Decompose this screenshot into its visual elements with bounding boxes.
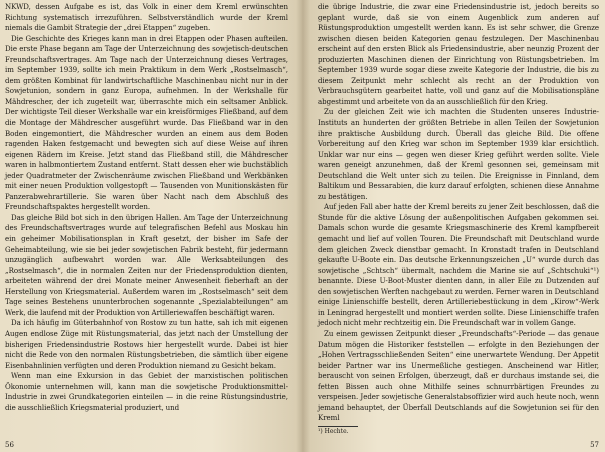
paragraph: NKWD, dessen Aufgabe es ist, das Volk in einer dem Kreml erwünschten Richtung systematisch irrezuführen. Selbstverständlich wurde der Kreml niemals die Gambit Strategie der „drei Etappen“ zugeben. (5, 2, 288, 33)
footnote-divider (318, 426, 358, 427)
footnote: ¹) Hechte. (318, 427, 349, 435)
right-page-text (318, 2, 599, 424)
right-page (302, 0, 605, 452)
paragraph: Wenn man eine Exkursion in das Gebiet der marxistischen politischen Ökonomie unternehmen will, kann man die sowjetische Produktionsmittel-Industrie in zwei Grundkategorien einteilen — in die reine Rüstungsindustrie, die ausschließlich Kriegsmaterial produziert, und (5, 371, 288, 412)
page-number-right: 57 (590, 441, 599, 449)
paragraph: Zu einem gewissen Zeitpunkt dieser „Freundschafts“-Periode — das genaue Datum mögen die Historiker feststellen — erfolgte in den Beziehungen der „Hohen Vertragsschließenden Seiten“ eine unerwartete Wendung. Der Appetit beider Partner war ins Unermeßliche gestiegen. Anscheinend war Hitler, berauscht von seinen Erfolgen, überzeugt, daß er durchaus imstande sei, die fetten Bissen auch ohne Mithilfe seines schnurrbärtigen Freundes zu verspeisen. Jeder sowjetische Generalstabsoffizier wird auch heute noch, wenn jemand behauptet, der Überfall Deutschlands auf die Sowjetunion sei für den Kreml (318, 328, 599, 423)
left-page (0, 0, 302, 452)
paragraph: Zu der gleichen Zeit wie ich machten die Studenten unseres Industrie-Instituts an hunderten der größten Betriebe in allen Teilen der Sowjetunion ihre praktische Ausbildung durch. Überall das gleiche Bild. Die offene Vorbereitung auf den Krieg war schon im September 1939 klar ersichtlich. Unklar war nur eins — gegen wen dieser Krieg geführt werden sollte. Viele waren geneigt anzunehmen, daß der Kreml gesonnen sei, gemeinsam mit Deutschland die Welt unter sich zu teilen. Die Ereignisse in Finnland, dem Baltikum und Bessarabien, die kurz darauf erfolgten, schienen diese Annahme zu bestätigen. (318, 107, 599, 201)
paragraph: Da ich häufig im Güterbahnhof von Rostow zu tun hatte, sah ich mit eigenen Augen endlose Züge mit Rüstungsmaterial, das jetzt nach der Umstellung der bisherigen Friedensindustrie Rostows hier hergestellt wurde. Dabei ist hier nicht die Rede von den normalen Rüstungsbetrieben, die sämtlich über eigene Eisenbahnlinien verfügten und deren Produktion niemand zu Gesicht bekam. (5, 318, 288, 370)
page-number-left: 56 (5, 441, 14, 449)
paragraph: Auf jeden Fall aber hatte der Kreml bereits zu jener Zeit beschlossen, daß die Stunde für die aktive Lösung der außenpolitischen Aufgaben gekommen sei. Damals schon wurde die gesamte Kriegsmaschinerie des Kreml kampfbereit gemacht und lief auf vollen Touren. Die Freundschaft mit Deutschland wurde dem gleichen Zweck dienstbar gemacht. In Kronstadt trafen in Deutschland gekaufte U-Boote ein. Das deutsche Erkennungszeichen „U“ wurde durch das sowjetische „Schtsch“ übermalt, nachdem die Marine sie auf „Schtschuki“¹) benannte. Diese U-Boot-Muster dienten dann, in aller Eile zu Dutzenden auf den sowjetischen Werften nachgebaut zu werden. Ferner waren in Deutschland einige Linienschiffe bestellt, deren Artilleriebestückung in dem „Kirow“-Werk in Leningrad hergestellt und montiert werden sollte. Diese Linienschiffe trafen jedoch nicht mehr rechtzeitig ein. Die Freundschaft war in vollem Gange. (318, 202, 599, 328)
paragraph: Das gleiche Bild bot sich in den übrigen Hallen. Am Tage der Unterzeichnung des Freundschaftsvertrages wurde auf telegrafischen Befehl aus Moskau hin ein geheimer Mobilisationsplan in Kraft gesetzt, der bisher im Safe der Geheimabteilung, wie sie bei jeder sowjetischen Fabrik besteht, für jedermann unzugänglich aufbewahrt worden war. Alle Werksabteilungen des „Rostselmasch“, die in normalen Zeiten nur der Friedensproduktion dienten, arbeiteten während der drei Monate meiner Anwesenheit fieberhaft an der Herstellung von Kriegsmaterial. Außerdem waren im „Rostselmasch“ seit dem Tage seines Bestehens ununterbrochen sogenannte „Spezialabteilungen“ am Werk, die laufend mit der Produktion von Artilleriewaffen beschäftigt waren. (5, 212, 288, 317)
left-page-text (5, 2, 288, 413)
paragraph: Die Geschichte des Krieges kann man in drei Etappen oder Phasen aufteilen. Die erste Phase begann am Tage der Unterzeichnung des sowjetisch-deutschen Freundschaftsvertrages. Am Tage nach der Unterzeichnung dieses Vertrages, im September 1939, sollte ich mein Praktikum in dem Werk „Rostselmasch“, dem größten Kombinat für landwirtschaftliche Maschinenbau nicht nur in der Sowjetunion, sondern in ganz Europa, aufnehmen. In der Werkshalle für Mähdrescher, der ich zugeteilt war, überraschte mich ein seltsamer Anblick. Der wichtigste Teil dieser Werkshalle war ein kreisförmiges Fließband, auf dem die Montage der Mähdrescher ausgeführt wurde. Das Fließband war in den Boden eingemontiert, die Mähdrescher wurden an einem aus dem Boden ragenden Haken festgemacht und bewegten sich auf diese Weise auf ihren eigenen Rädern im Kreise. Jetzt stand das Fließband still, die Mähdrescher waren in halbmontiertem Zustand entfernt. Statt dessen eher wie buchstäblich jeder Quadratmeter der Zwischenräume zwischen Fließband und Werkbänken mit einer neuen Produktion vollgestopft — Tausenden von Munitionskästen für Panzerabwehrartillerie. Sie waren über Nacht nach dem Abschluß des Freundschaftspaktes hergestellt worden. (5, 33, 288, 212)
paragraph: die übrige Industrie, die zwar eine Friedensindustrie ist, jedoch bereits so geplant wurde, daß sie von einem Augenblick zum anderen auf Rüstungsproduktion umgestellt werden kann. Es ist sehr schwer, die Grenze zwischen diesen beiden Kategorien genau festzulegen. Der Maschinenbau erscheint auf den ersten Blick als Friedensindustrie, aber neunzig Prozent der produzierten Maschinen dienen der Einrichtung von Rüstungsbetrieben. Im September 1939 wurde sogar diese zweite Kategorie der Industrie, die bis zu diesem Zeitpunkt mehr schlecht als recht an der Produktion von Verbrauchsgütern gearbeitet hatte, voll und ganz auf die Mobilisationspläne abgestimmt und arbeitete von da an ausschließlich für den Krieg. (318, 2, 599, 106)
